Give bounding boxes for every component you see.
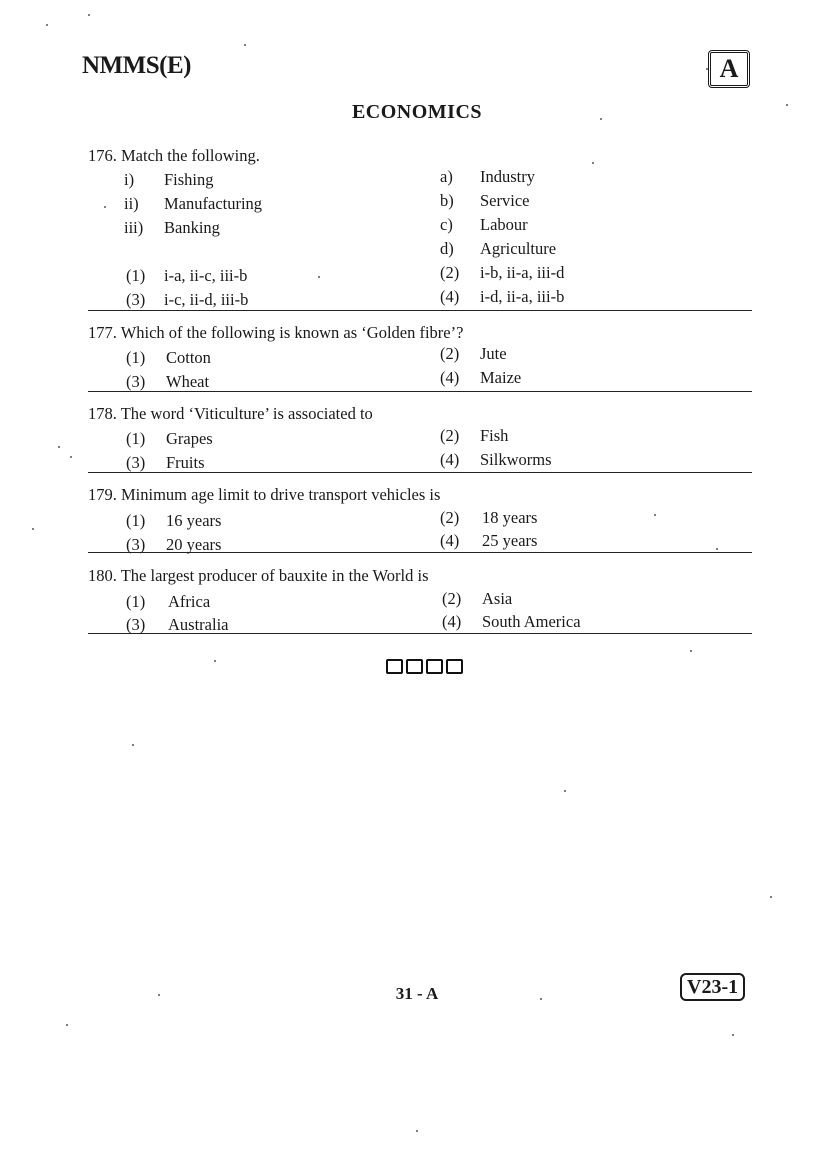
item-label: Banking [164, 218, 220, 237]
question-stem: 176. Match the following. [88, 146, 260, 165]
scan-speck [46, 24, 48, 26]
divider [88, 633, 752, 634]
scan-speck [654, 514, 656, 516]
divider [88, 310, 752, 311]
scan-speck [318, 276, 320, 278]
divider [88, 552, 752, 553]
option-text: Jute [480, 344, 507, 363]
scan-speck [770, 896, 772, 898]
option-text: i-b, ii-a, iii-d [480, 263, 565, 282]
exam-title: NMMS(E) [82, 52, 191, 79]
option-number: (1) [126, 348, 146, 367]
scan-speck [88, 14, 90, 16]
subject-heading: ECONOMICS [351, 101, 483, 123]
question-stem: 178. The word ‘Viticulture’ is associated to [88, 404, 373, 423]
option-number: (1) [126, 266, 146, 285]
scan-speck [540, 998, 542, 1000]
scan-speck [104, 206, 106, 208]
scan-speck [416, 1130, 418, 1132]
option-number: (3) [126, 290, 146, 309]
scan-speck [600, 118, 602, 120]
match-label: Labour [480, 215, 528, 234]
scan-speck [716, 548, 718, 550]
scan-speck [70, 456, 72, 458]
option-number: (3) [126, 453, 146, 472]
option-number: (2) [442, 589, 462, 608]
scan-speck [732, 1034, 734, 1036]
option-number: (4) [442, 612, 462, 631]
option-text: i-a, ii-c, iii-b [164, 266, 248, 285]
end-box-icon [406, 659, 423, 674]
match-label: Agriculture [480, 239, 557, 258]
option-text: 16 years [166, 511, 222, 530]
item-number: ii) [124, 194, 139, 213]
divider [88, 472, 752, 473]
end-box-icon [426, 659, 443, 674]
set-code-box: A [708, 50, 750, 88]
option-number: (2) [440, 344, 460, 363]
option-text: 20 years [166, 535, 222, 554]
option-number: (1) [126, 592, 146, 611]
option-text: i-d, ii-a, iii-b [480, 287, 565, 306]
end-box-icon [386, 659, 403, 674]
option-number: (3) [126, 615, 146, 634]
option-number: (2) [440, 508, 460, 527]
option-number: (2) [440, 426, 460, 445]
match-letter: b) [440, 191, 454, 210]
option-text: 18 years [482, 508, 538, 527]
option-text: Grapes [166, 429, 213, 448]
option-text: Asia [482, 589, 513, 608]
option-number: (3) [126, 372, 146, 391]
option-text: South America [482, 612, 581, 631]
option-text: Wheat [166, 372, 210, 391]
option-number: (1) [126, 511, 146, 530]
item-label: Fishing [164, 170, 214, 189]
option-text: Fish [480, 426, 509, 445]
scan-speck [158, 994, 160, 996]
version-code-box: V23-1 [680, 973, 745, 1001]
match-label: Industry [480, 167, 535, 186]
option-number: (2) [440, 263, 460, 282]
option-number: (3) [126, 535, 146, 554]
item-number: iii) [124, 218, 144, 237]
scan-speck [592, 162, 594, 164]
match-letter: c) [440, 215, 453, 234]
scan-speck [58, 446, 60, 448]
option-number: (4) [440, 531, 460, 550]
option-text: Maize [480, 368, 522, 387]
item-label: Manufacturing [164, 194, 263, 213]
question-stem: 177. Which of the following is known as ‘Golden fibre’? [88, 323, 464, 342]
option-text: Cotton [166, 348, 211, 367]
option-text: Africa [168, 592, 211, 611]
page-number: 31 - A [395, 984, 439, 1003]
question-stem: 180. The largest producer of bauxite in the World is [88, 566, 429, 585]
match-letter: a) [440, 167, 453, 186]
option-number: (4) [440, 368, 460, 387]
option-text: Australia [168, 615, 229, 634]
option-text: Silkworms [480, 450, 552, 469]
option-text: 25 years [482, 531, 538, 550]
scan-speck [132, 744, 134, 746]
match-label: Service [480, 191, 530, 210]
scan-speck [214, 660, 216, 662]
scan-speck [564, 790, 566, 792]
scan-speck [66, 1024, 68, 1026]
divider [88, 391, 752, 392]
item-number: i) [124, 170, 135, 189]
option-text: Fruits [166, 453, 205, 472]
option-number: (4) [440, 450, 460, 469]
end-box-icon [446, 659, 463, 674]
scan-speck [244, 44, 246, 46]
option-number: (4) [440, 287, 460, 306]
match-letter: d) [440, 239, 454, 258]
scan-speck [706, 68, 708, 70]
scan-speck [786, 104, 788, 106]
end-of-section-mark [386, 659, 463, 674]
scan-speck [690, 650, 692, 652]
option-text: i-c, ii-d, iii-b [164, 290, 249, 309]
scan-speck [32, 528, 34, 530]
option-number: (1) [126, 429, 146, 448]
question-stem: 179. Minimum age limit to drive transport vehicles is [88, 485, 441, 504]
